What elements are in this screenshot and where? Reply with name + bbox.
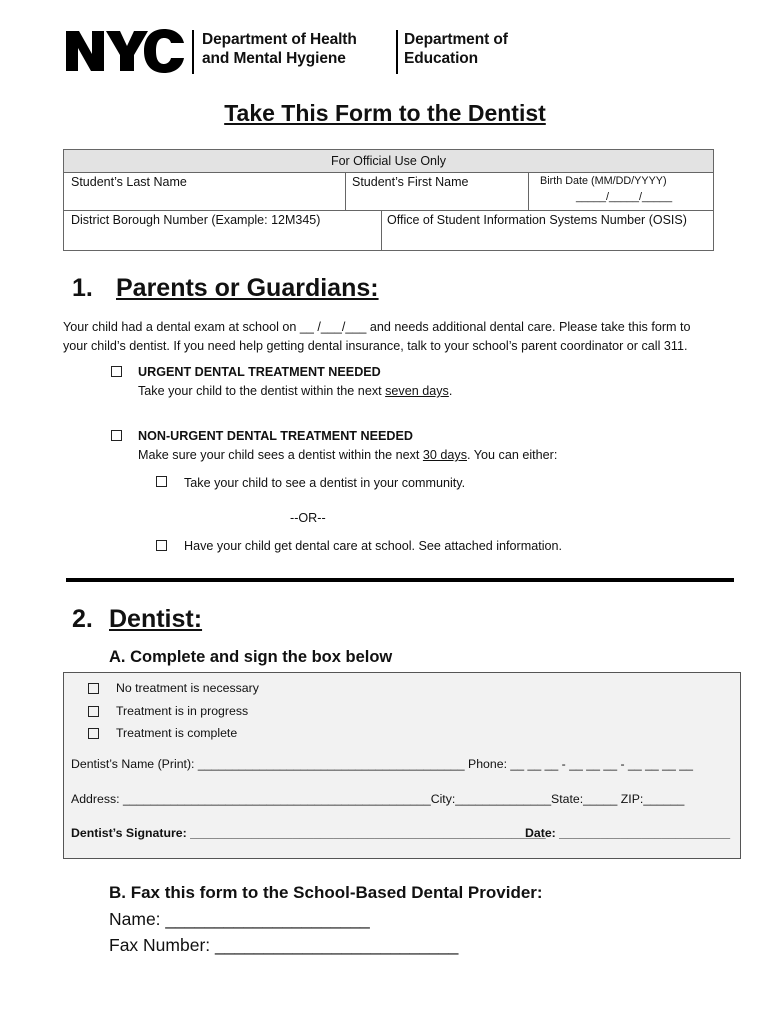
non-urgent-description: Make sure your child sees a dentist within the next 30 days. You can either:: [138, 448, 558, 462]
agency-divider: [396, 30, 398, 74]
dentist-instructions-heading: A. Complete and sign the box below: [109, 648, 393, 666]
complete-checkbox[interactable]: [88, 728, 99, 739]
birth-date-field[interactable]: Birth Date (MM/DD/YYYY): [540, 175, 667, 187]
form-title: Take This Form to the Dentist: [224, 100, 546, 126]
official-use-heading: For Official Use Only: [64, 150, 713, 173]
urgent-description: Take your child to the dentist within the next seven days.: [138, 384, 453, 398]
or-separator: --OR--: [290, 511, 326, 525]
dohmh-name: Department of Health and Mental Hygiene: [202, 31, 357, 67]
dentist-box: [63, 672, 741, 859]
community-dentist-checkbox[interactable]: [156, 476, 167, 487]
fax-number-line[interactable]: Fax Number: _________________________: [109, 935, 459, 955]
signature-date-line[interactable]: Date: _________________________: [525, 826, 731, 840]
no-treatment-checkbox[interactable]: [88, 683, 99, 694]
school-care-option: Have your child get dental care at school. See attached information.: [184, 539, 563, 553]
signature-line[interactable]: Dentist’s Signature: ____________________________________________________: [71, 826, 546, 840]
dentist-name-phone-line[interactable]: Dentist’s Name (Print): _______________________________________ Phone: __ __ __ - __ __ __ - __ __ __ __: [71, 757, 693, 771]
status-option: Treatment is complete: [116, 726, 238, 740]
osis-field[interactable]: Office of Student Information Systems Number (OSIS): [387, 213, 687, 227]
urgent-label: URGENT DENTAL TREATMENT NEEDED: [138, 365, 381, 379]
doe-name: Department of Education: [404, 31, 508, 67]
first-name-field[interactable]: Student’s First Name: [352, 175, 469, 189]
urgent-option: [138, 363, 452, 401]
school-care-checkbox[interactable]: [156, 540, 167, 551]
table-divider: [64, 210, 713, 211]
section-1-number: 1.: [72, 274, 93, 302]
fax-name-line[interactable]: Name: _____________________: [109, 909, 370, 929]
non-urgent-label: NON-URGENT DENTAL TREATMENT NEEDED: [138, 429, 413, 443]
district-borough-field[interactable]: District Borough Number (Example: 12M345): [71, 213, 321, 227]
in-progress-checkbox[interactable]: [88, 706, 99, 717]
official-use-table: [63, 149, 714, 251]
nyc-logo: [64, 28, 186, 74]
status-option: Treatment is in progress: [116, 704, 249, 718]
section-2-title: Dentist:: [109, 605, 203, 633]
community-dentist-option: Take your child to see a dentist in your community.: [184, 476, 466, 490]
intro-paragraph: Your child had a dental exam at school on __ /___/___ and needs additional dental care. Please take this form to your child’s dentist. If you need help getting dental insurance, talk to your school’s parent coordinator or call 311.: [63, 320, 691, 353]
table-divider: [528, 172, 529, 210]
logo-divider: [192, 30, 194, 74]
birth-date-blank: _____/_____/_____: [576, 191, 673, 203]
last-name-field[interactable]: Student’s Last Name: [71, 175, 187, 189]
table-divider: [345, 172, 346, 210]
non-urgent-checkbox[interactable]: [111, 430, 122, 441]
status-option: No treatment is necessary: [116, 681, 259, 695]
section-1-title: Parents or Guardians:: [116, 274, 379, 302]
address-line[interactable]: Address: _____________________________________________City:______________State:_____ ZIP:______: [71, 792, 685, 806]
fax-heading: B. Fax this form to the School-Based Dental Provider:: [109, 883, 543, 902]
section-2-number: 2.: [72, 605, 93, 633]
table-divider: [381, 210, 382, 251]
urgent-checkbox[interactable]: [111, 366, 122, 377]
non-urgent-option: [138, 427, 557, 465]
section-divider: [66, 578, 734, 582]
